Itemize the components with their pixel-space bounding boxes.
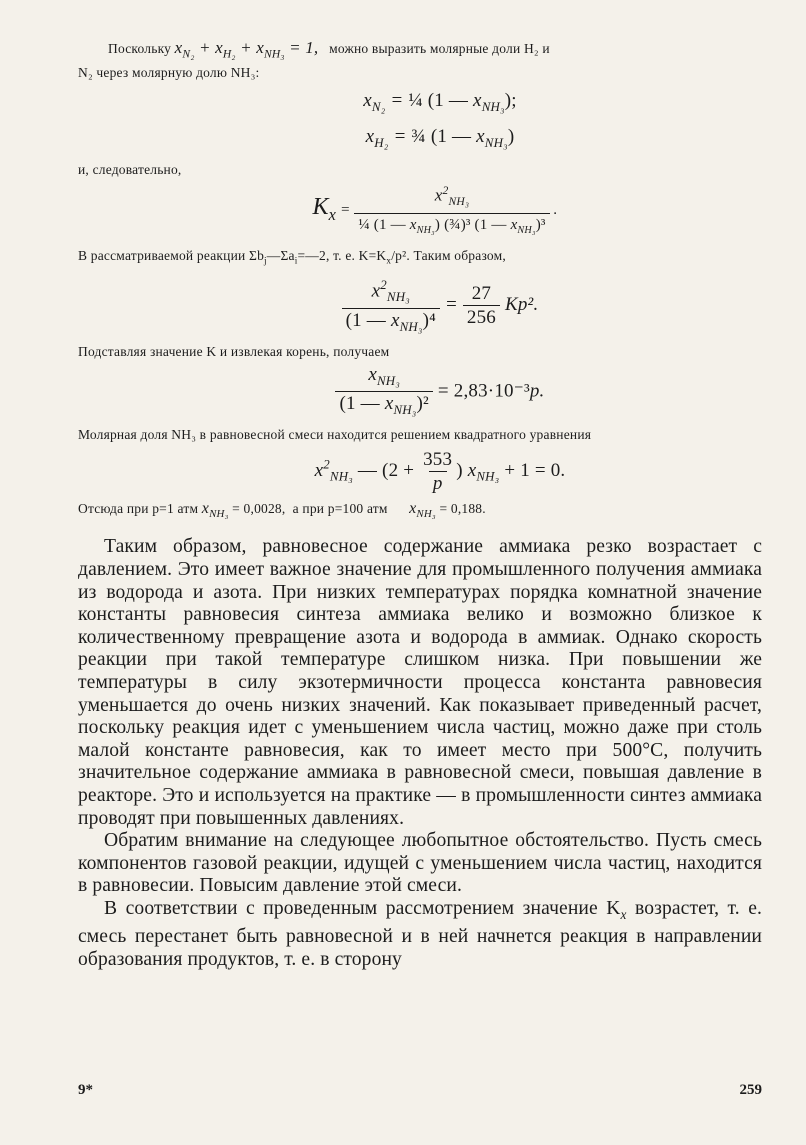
substitute-line: Подставляя значение K и извлекая корень, получаем [78, 343, 390, 359]
page-footer [78, 1082, 762, 1099]
paragraph: В соответствии с проведенным рассмотрением значение $K_x$ возрастет, т. е. смесь перестанет быть равновесной и в ней начнется реакция в направлении образования продуктов, т. е. в сторону [78, 897, 763, 971]
root-formula: $\frac{x_{NH_3}}{(1 — x_{NH_3})^2}$ = 2,83·10⁻³p. [118, 365, 762, 420]
signature-mark: 9* [78, 1082, 93, 1098]
reaction-line: В рассматриваемой реакции $\Sigma b_j—\Sigma a_i=—2$, т. е. $K=K_x/p^2$. Таким образом, [78, 248, 506, 266]
math-section [78, 38, 762, 524]
body-text [78, 536, 762, 971]
intro-line-2: N₂ через молярную долю NH₃: [78, 65, 260, 81]
hence-line: Отсюда при p=1 атм $x_{NH_3} = 0,0028$, а при p=100 атм $x_{NH_3} = 0,188$. [78, 500, 486, 521]
kp-formula: $\frac{x^2_{NH_3}}{(1 — x_{NH_3})^4}$ = $\frac{27}{256}$ Kp². [118, 275, 762, 336]
quadratic-formula: $x^2_{NH_3}$ — (2 + $\frac{353}{p}$ ) $x_{NH_3} + 1 = 0$. [314, 449, 566, 495]
and-therefore: и, следовательно, [78, 161, 182, 177]
molar-fraction-line: Молярная доля NH₃ в равновесной смеси находится решением квадратного уравнения [78, 427, 592, 443]
paragraph: Таким образом, равновесное содержание аммиака резко возрастает с давлением. Это имеет важное значение для промышленного получения аммиака из водорода и азота. При низких температурах порядка комнатной значение константы равновесия синтеза аммиака велико и возможно близкое к количественному превращение азота и водорода в аммиак. Однако скорость реакции при такой температуре слишком низка. При повышении же температуры в силу экзотермичности процесса константа равновесия уменьшается до очень низких значений. Как показывает приведенный расчет, поскольку реакция идет с уменьшением числа частиц, можно даже при столь малой константе равновесия, как то имеет место при 500°C, получить значительное содержание аммиака в равновесной смеси, повышая давление в реакторе. Это и используется на практике — в промышленности синтез аммиака проводят при повышенных давлениях. [78, 536, 762, 829]
intro-line: Поскольку $x_{N_2} + x_{H_2} + x_{NH_3} = 1$, можно выразить молярные доли H₂ и [108, 38, 550, 61]
page-number: 259 [739, 1082, 762, 1098]
sum-formula: $x_{N_2} + x_{H_2} + x_{NH_3} = 1$, [174, 38, 319, 61]
kx-formula: $K_x$ = $\frac{x^2_{NH_3}}{\frac{1}{4} (1 — x_{NH_3}) (\frac{3}{4})^3 (1 — x_{NH_3})^3}$ . [108, 181, 762, 240]
paragraph: Обратим внимание на следующее любопытное обстоятельство. Пусть смесь компонентов газовой реакции, идущей с уменьшением числа частиц, находится в равновесии. Повысим давление этой смеси. [78, 830, 762, 897]
molar-fractions: $x_{N_2}$ = ¼ (1 — $x_{NH_3}$); $x_{H_2}$ = ¾ (1 — $x_{NH_3}$) [363, 90, 517, 150]
